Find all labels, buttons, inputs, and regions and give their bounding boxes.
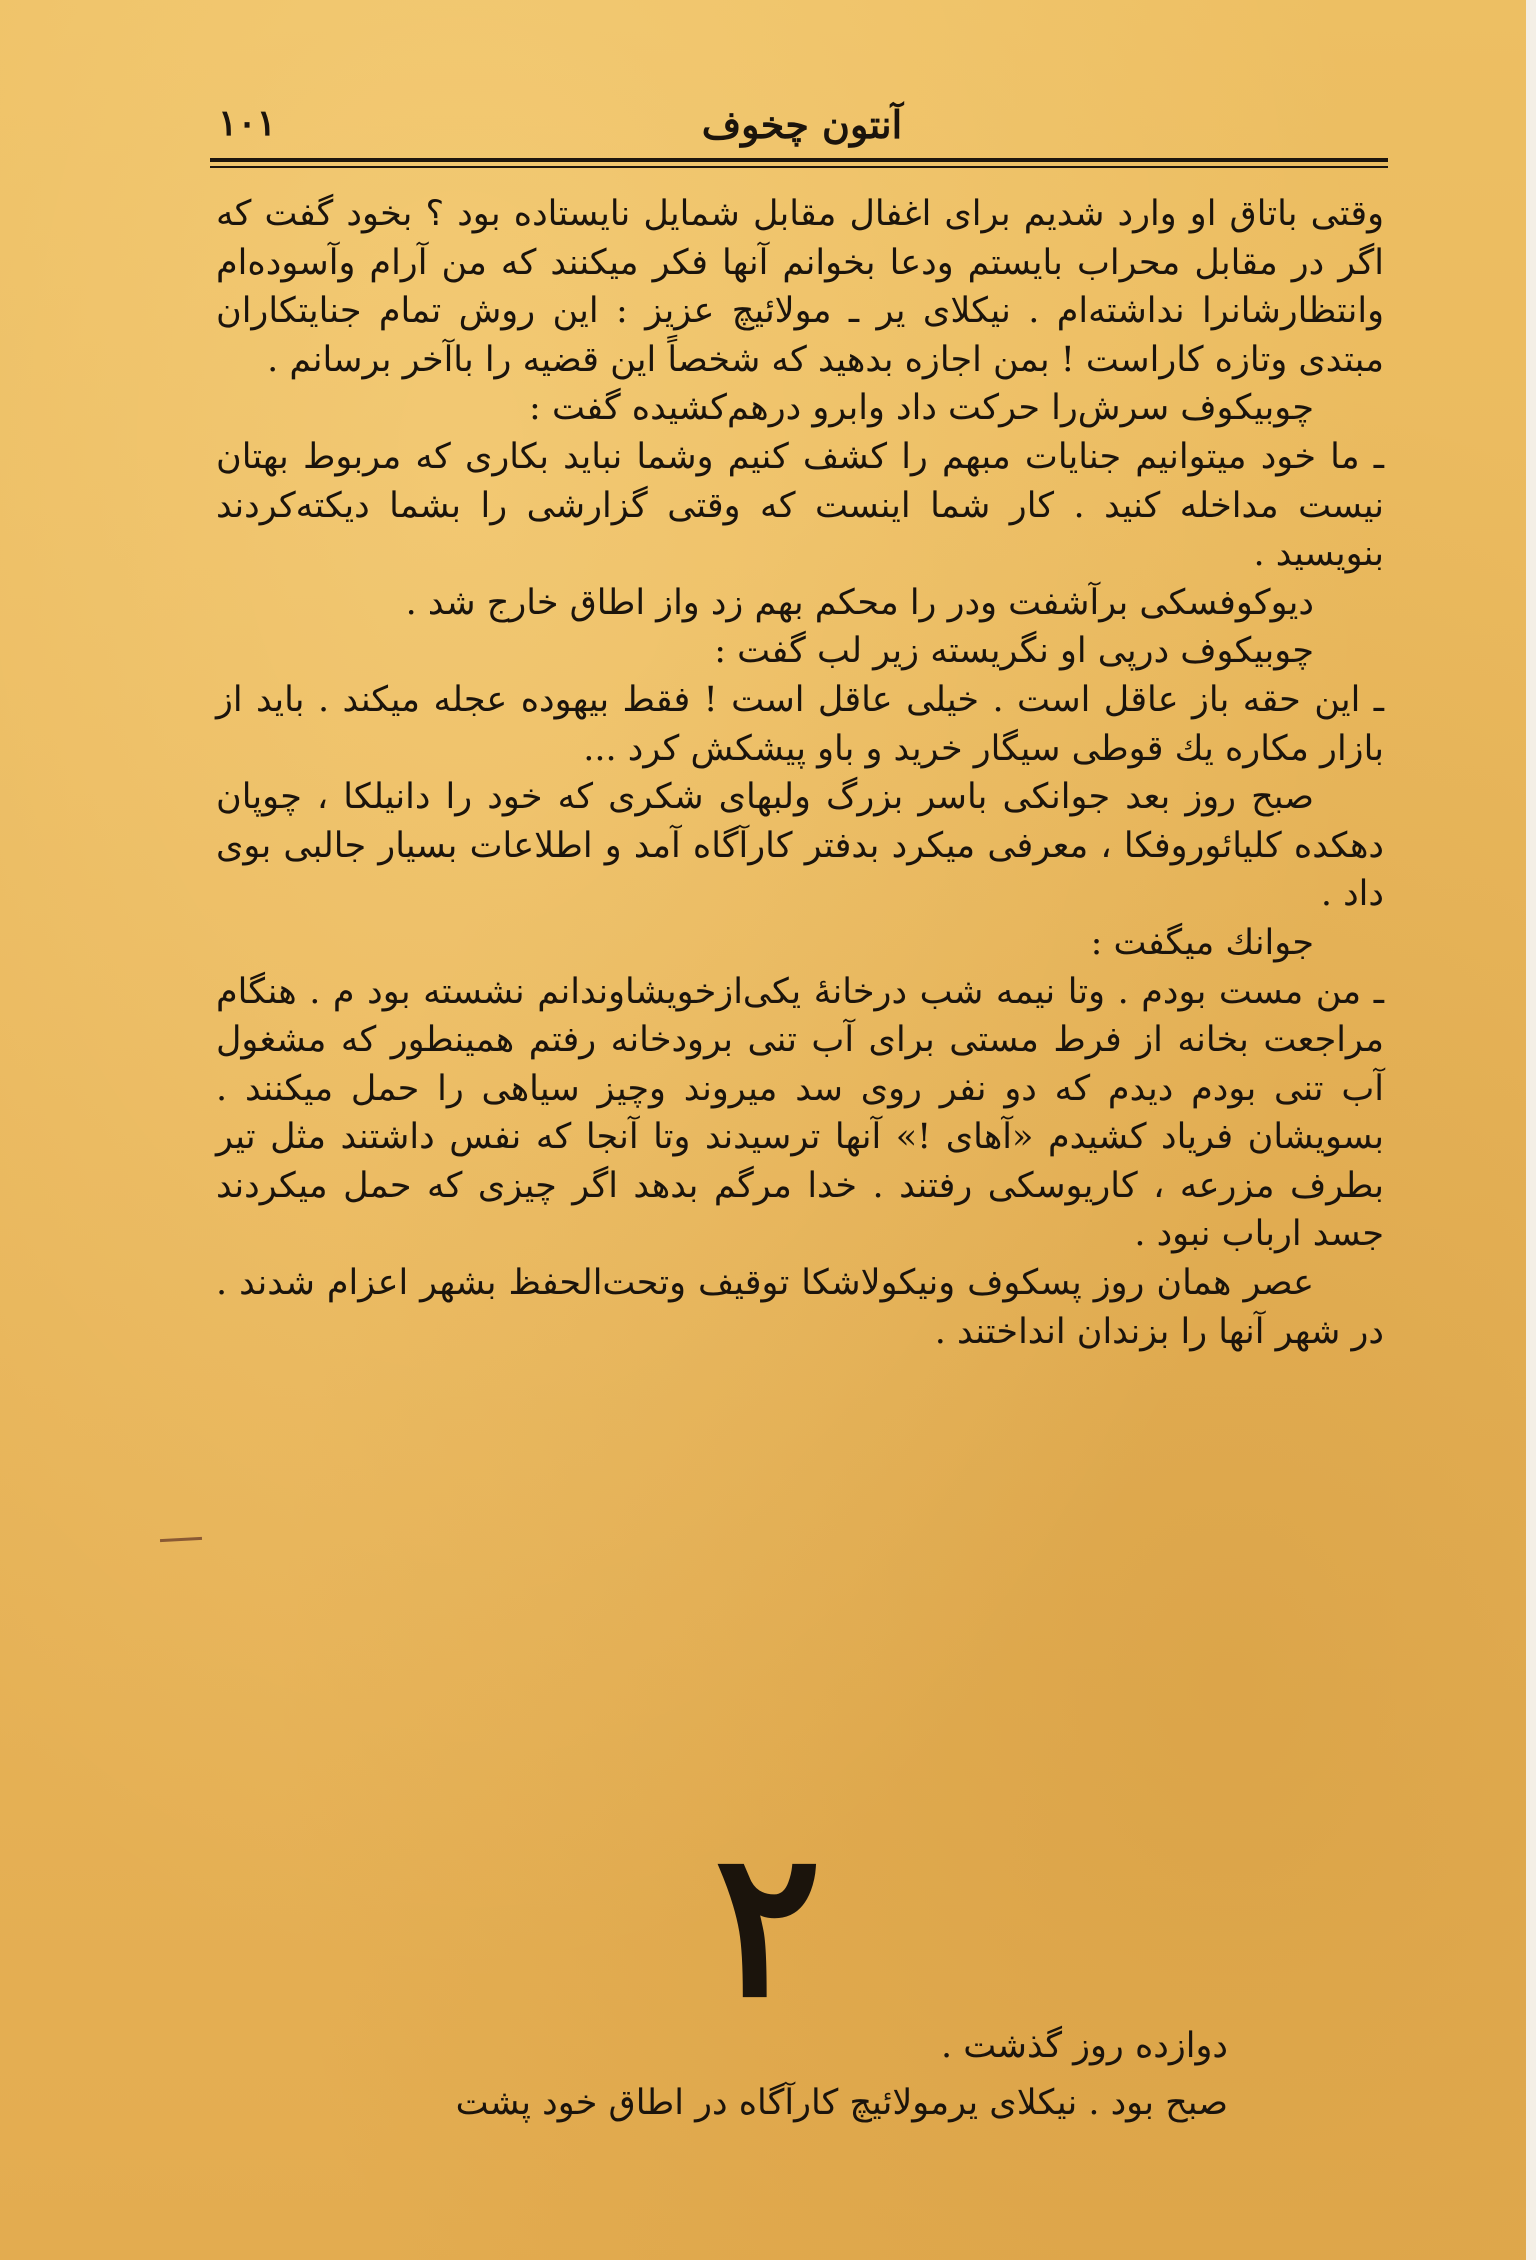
paragraph: ـ ما خود میتوانیم جنایات مبهم را کشف کنیم وشما نباید بکاری که مربوط بهتان نیست مداخله کنید . کار شما اینست که وقتی گزارشی را بشما دیکته‌کردند بنویسید . [216,436,1384,575]
paragraph: وقتی باتاق او وارد شدیم برای اغفال مقابل شمایل نایستاده بود ؟ بخود گفت که اگر در مقابل محراب بایستم ودعا بخوانم آنها فکر میکنند که من آرام وآسوده‌ام وانتظارشانرا نداشته‌ام . نیکلای یر ـ مولائیچ عزیز : این روش تمام جنایتکاران مبتدی وتازه کاراست ! بمن اجازه بدهید که شخصاً این قضیه را باآخر برسانم . [216,194,1384,380]
paragraph: دوازده روز گذشت . [941,2026,1228,2066]
chapter-number: ۲ [714,1807,822,2042]
page-number: ۱۰۱ [218,102,277,144]
page-header [218,96,1386,152]
body-text [216,190,1384,1356]
running-title: آنتون چخوف [701,102,903,147]
paragraph: صبح بود . نیکلای یرمولائیچ کارآگاه در اطاق خود پشت [455,2083,1228,2123]
pencil-mark [160,1537,202,1542]
paragraph: ـ این حقه باز عاقل است . خیلی عاقل است ! فقط بیهوده عجله میکند . باید از بازار مکاره یك قوطی سیگار خرید و باو پیشکش کرد ... [216,679,1384,769]
paragraph: دیوکوفسکی برآشفت ودر را محکم بهم زد واز اطاق خارج شد . [405,582,1314,623]
header-rule-thick [210,158,1388,162]
paragraph: ـ من مست بودم . وتا نیمه شب درخانهٔ یکی‌ازخویشاوندانم نشسته بود م . هنگام مراجعت بخانه از فرط مستی برای آب تنی برودخانه رفتم همینطور که مشغول آب تنی بودم دیدم که دو نفر روی سد میروند وچیز سیاهی را حمل میکنند . بسویشان فریاد کشیدم «آهای !» آنها ترسیدند وتا آنجا که نفس داشتند مثل تیر بطرف مزرعه ، کاریوسکی رفتند . خدا مرگم بدهد اگر چیزی که حمل میکردند جسد ارباب نبود . [216,971,1384,1255]
paragraph: چوبیکوف درپی او نگریسته زیر لب گفت : [714,631,1314,672]
paragraph: جوانك میگفت : [1090,922,1314,963]
paragraph: صبح روز بعد جوانکی باسر بزرگ ولبهای شکری که خود را دانیلکا ، چوپان دهکده کلیائوروفکا ، معرفی میکرد بدفتر کارآگاه آمد و اطلاعات بسیار جالبی بوی داد . [216,777,1384,915]
chapter-text [216,2018,1228,2132]
paragraph: چوبیکوف سرش‌را حرکت داد وابرو درهم‌کشیده گفت : [529,388,1314,429]
header-rule-thin [210,166,1388,168]
paragraph: عصر همان روز پسکوف ونیکولاشکا توقیف وتحت‌الحفظ بشهر اعزام شدند . در شهر آنها را بزندان انداختند . [216,1263,1384,1352]
